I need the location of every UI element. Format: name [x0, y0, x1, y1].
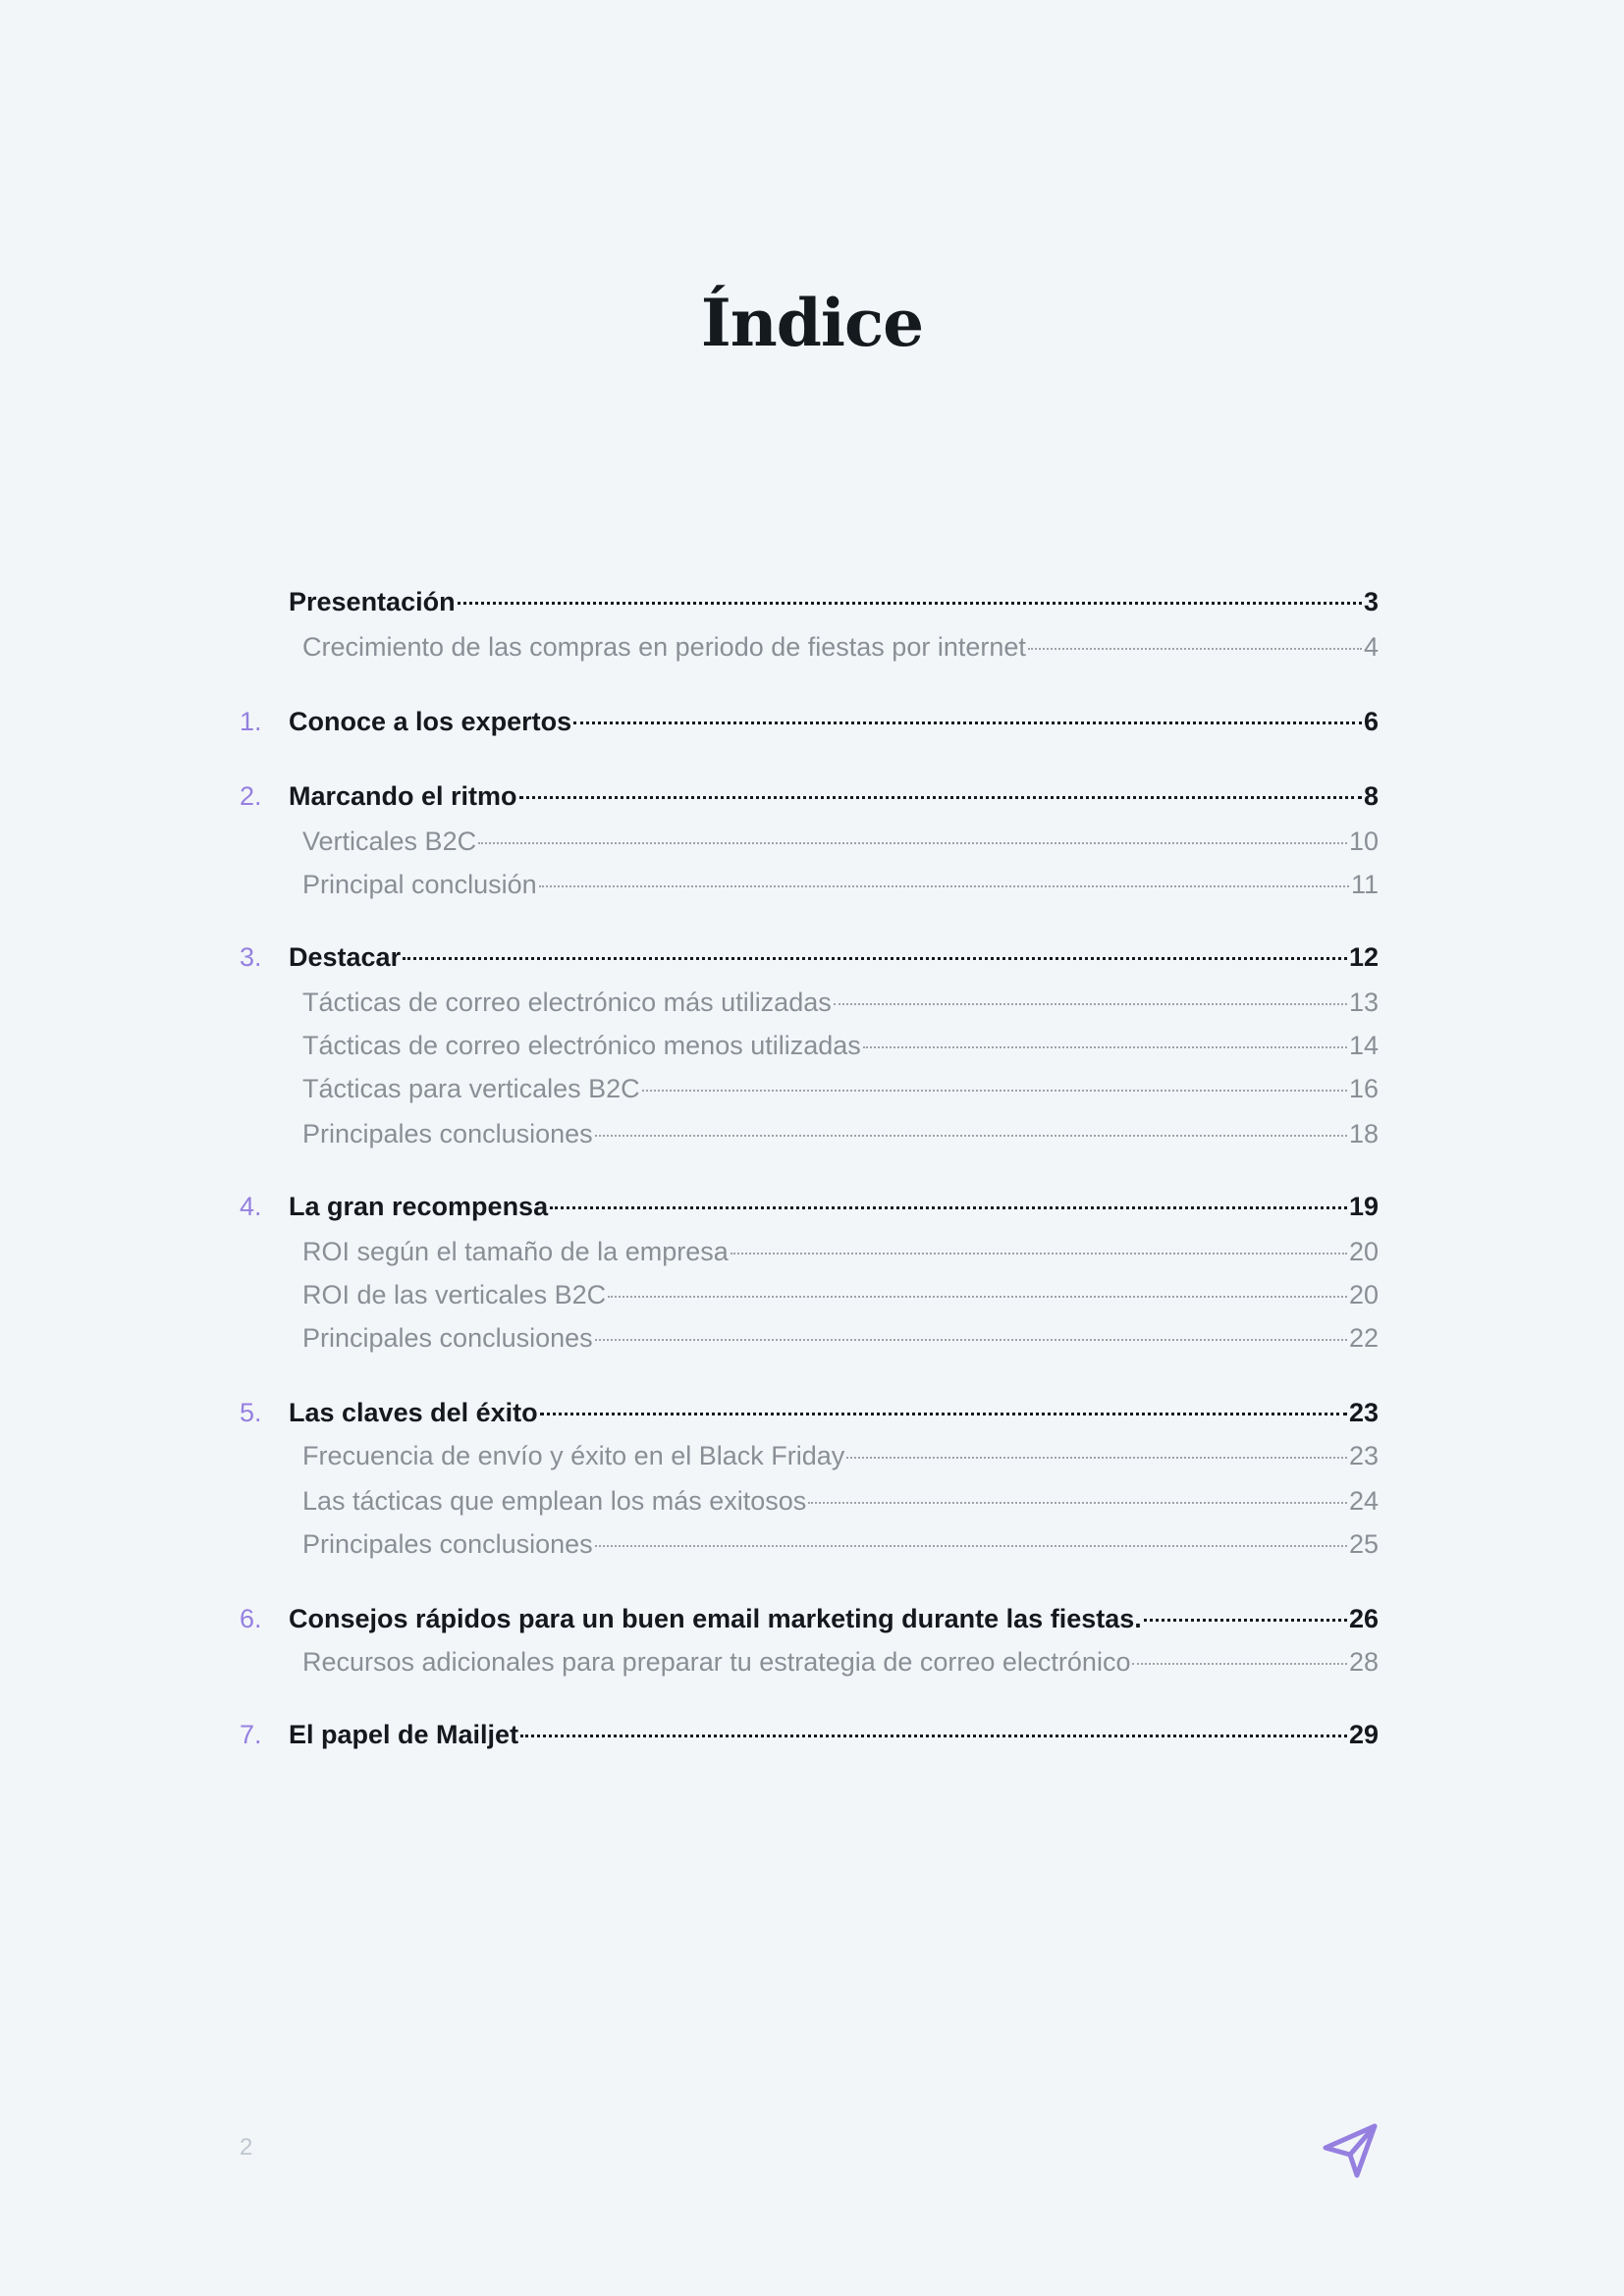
toc-entry-label: Presentación [289, 587, 456, 616]
toc-entry-page: 25 [1348, 1529, 1379, 1559]
toc-subentry[interactable] [302, 1119, 1379, 1158]
toc-entry-number: 4. [240, 1192, 262, 1221]
toc-entry-label: Principal conclusión [302, 870, 537, 899]
toc-entry-page: 23 [1348, 1441, 1379, 1470]
toc-entry-page: 22 [1348, 1323, 1379, 1353]
toc-entry[interactable] [240, 942, 1379, 982]
dot-leader [595, 1545, 1347, 1547]
toc-entry-page: 8 [1363, 781, 1379, 811]
dot-leader [608, 1296, 1347, 1298]
toc-entry-label: ROI de las verticales B2C [302, 1280, 607, 1309]
toc-subentry[interactable] [302, 1647, 1379, 1686]
toc-entry-number: 7. [240, 1720, 262, 1749]
toc-subentry[interactable] [302, 1237, 1379, 1276]
toc-entry-page: 29 [1348, 1720, 1379, 1749]
toc-subentry[interactable] [302, 1031, 1379, 1070]
toc-entry-page: 28 [1348, 1647, 1379, 1677]
toc-entry-label: ROI según el tamaño de la empresa [302, 1237, 729, 1266]
dot-leader [1132, 1663, 1346, 1665]
toc-entry-label: La gran recompensa [289, 1192, 549, 1221]
toc-entry-number: 1. [240, 707, 262, 736]
toc-entry-label: Principales conclusiones [302, 1323, 593, 1353]
toc-entry-label: Verticales B2C [302, 827, 477, 856]
toc-entry[interactable] [240, 781, 1379, 821]
toc-entry[interactable] [240, 1398, 1379, 1437]
toc-entry-label: Tácticas para verticales B2C [302, 1074, 640, 1103]
dot-leader [846, 1457, 1347, 1459]
toc-subentry[interactable] [302, 632, 1379, 671]
toc-entry-page: 11 [1350, 870, 1379, 899]
toc-subentry[interactable] [302, 1323, 1379, 1362]
toc-subentry[interactable] [302, 827, 1379, 866]
toc-entry-label: Consejos rápidos para un buen email marketing durante las fiestas. [289, 1604, 1142, 1633]
toc-entry-page: 4 [1363, 632, 1379, 662]
toc-subentry[interactable] [302, 1486, 1379, 1525]
toc-entry-label: Principales conclusiones [302, 1119, 593, 1148]
toc-entry-page: 18 [1348, 1119, 1379, 1148]
toc-entry-label: Las tácticas que emplean los más exitosos [302, 1486, 807, 1516]
dot-leader [1028, 648, 1362, 650]
toc-entry-page: 12 [1348, 942, 1379, 972]
toc-entry-page: 20 [1348, 1280, 1379, 1309]
toc-entry-number: 6. [240, 1604, 262, 1633]
dot-leader [520, 1735, 1347, 1737]
toc-subentry[interactable] [302, 1441, 1379, 1480]
toc-entry-number: 2. [240, 781, 262, 811]
dot-leader [731, 1253, 1347, 1255]
dot-leader [539, 885, 1349, 887]
toc-entry-label: Conoce a los expertos [289, 707, 572, 736]
dot-leader [458, 602, 1362, 605]
toc-entry-label: Tácticas de correo electrónico más utilizadas [302, 988, 832, 1017]
dot-leader [478, 842, 1347, 844]
dot-leader [595, 1135, 1347, 1137]
toc-entry[interactable] [240, 1604, 1379, 1643]
toc-entry-page: 6 [1363, 707, 1379, 736]
toc-entry-number: 3. [240, 942, 262, 972]
toc-subentry[interactable] [302, 870, 1379, 909]
toc-entry[interactable] [240, 1192, 1379, 1231]
toc-entry-page: 23 [1348, 1398, 1379, 1427]
dot-leader [642, 1090, 1347, 1092]
toc-subentry[interactable] [302, 988, 1379, 1027]
toc-entry-label: Principales conclusiones [302, 1529, 593, 1559]
toc-entry-page: 26 [1348, 1604, 1379, 1633]
toc-entry-label: Frecuencia de envío y éxito en el Black Friday [302, 1441, 845, 1470]
toc-entry[interactable] [240, 707, 1379, 746]
page-title: Índice [700, 285, 924, 361]
dot-leader [573, 721, 1362, 724]
toc-entry-label: Crecimiento de las compras en periodo de fiestas por internet [302, 632, 1026, 662]
toc-entry-label: El papel de Mailjet [289, 1720, 519, 1749]
dot-leader [403, 957, 1347, 960]
toc-entry-label: Tácticas de correo electrónico menos utilizadas [302, 1031, 861, 1060]
toc-subentry[interactable] [302, 1280, 1379, 1319]
toc-subentry[interactable] [302, 1529, 1379, 1569]
toc-entry-label: Marcando el ritmo [289, 781, 517, 811]
toc-entry-page: 24 [1348, 1486, 1379, 1516]
toc-entry-page: 16 [1348, 1074, 1379, 1103]
dot-leader [863, 1046, 1347, 1048]
toc-entry-page: 10 [1348, 827, 1379, 856]
dot-leader [808, 1502, 1347, 1504]
toc-entry[interactable] [289, 587, 1379, 626]
dot-leader [540, 1413, 1347, 1415]
toc-entry-page: 20 [1348, 1237, 1379, 1266]
toc-entry-page: 3 [1363, 587, 1379, 616]
dot-leader [1144, 1619, 1347, 1622]
toc-entry-page: 13 [1348, 988, 1379, 1017]
toc-entry[interactable] [240, 1720, 1379, 1759]
page-number: 2 [240, 2134, 253, 2161]
dot-leader [595, 1339, 1347, 1341]
dot-leader [834, 1003, 1347, 1005]
toc-entry-label: Las claves del éxito [289, 1398, 538, 1427]
toc-entry-page: 14 [1348, 1031, 1379, 1060]
toc-entry-number: 5. [240, 1398, 262, 1427]
toc-entry-label: Destacar [289, 942, 402, 972]
toc-entry-label: Recursos adicionales para preparar tu estrategia de correo electrónico [302, 1647, 1131, 1677]
toc-subentry[interactable] [302, 1074, 1379, 1113]
dot-leader [519, 796, 1362, 799]
dot-leader [550, 1206, 1347, 1209]
toc-entry-page: 19 [1348, 1192, 1379, 1221]
paper-plane-icon [1322, 2122, 1379, 2179]
